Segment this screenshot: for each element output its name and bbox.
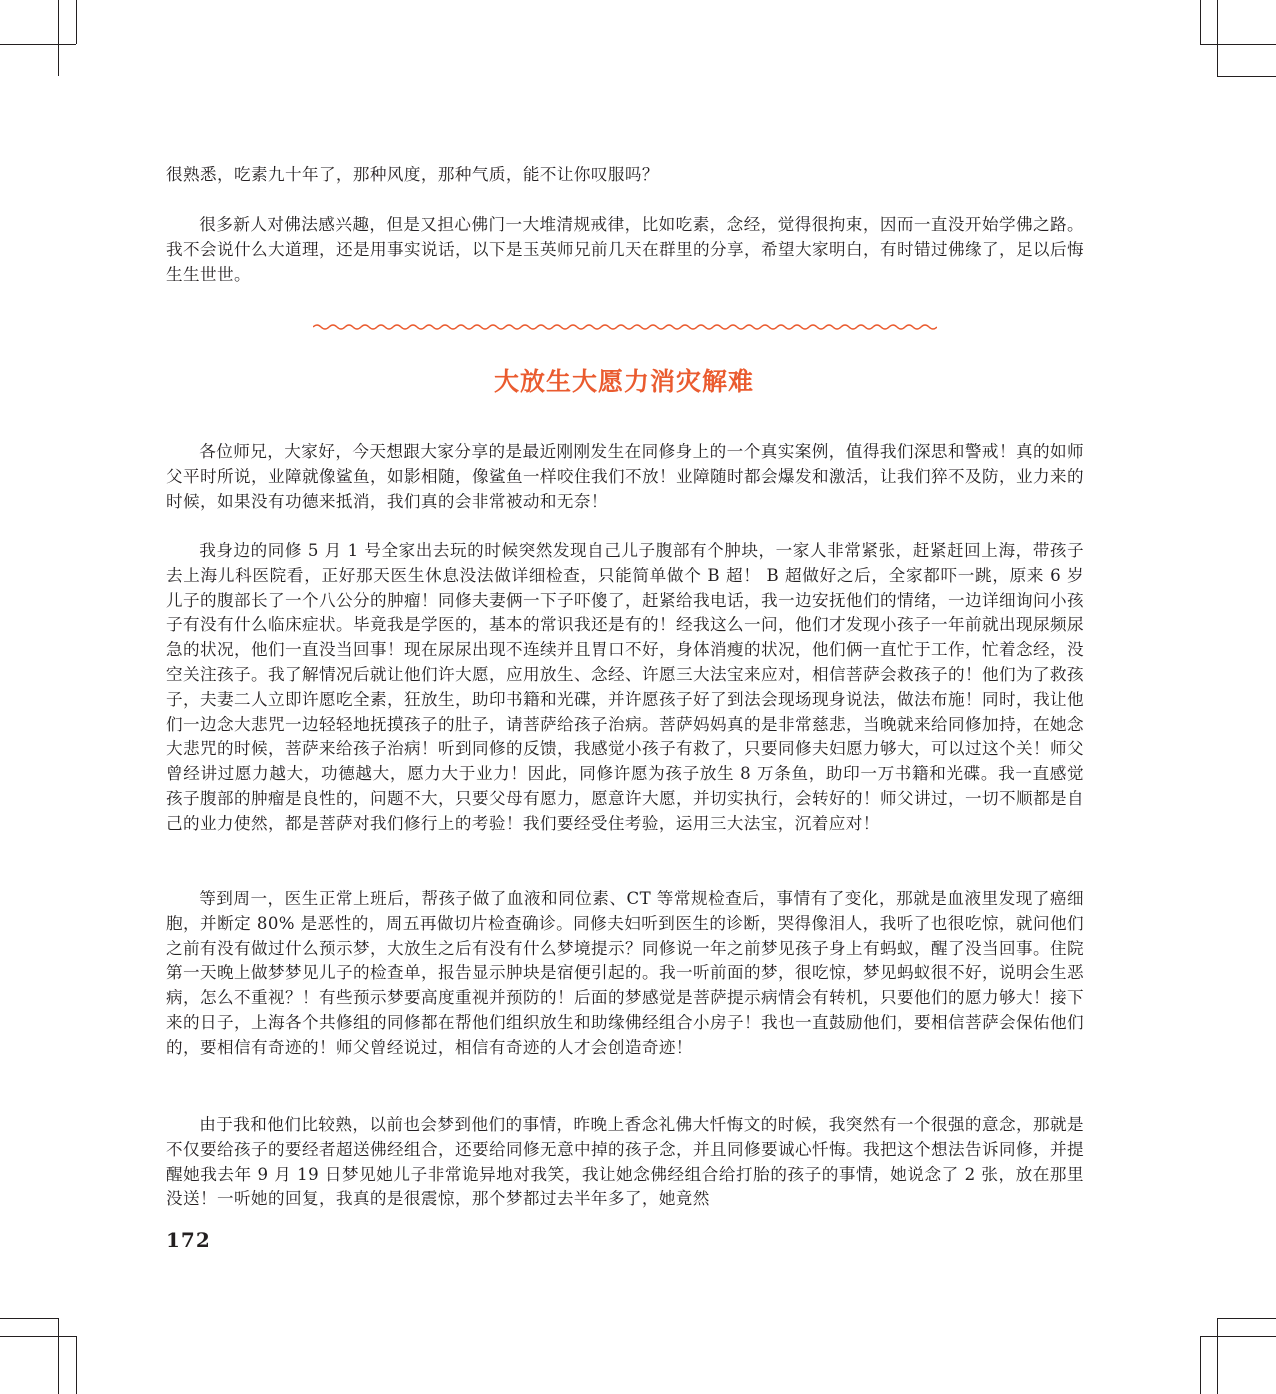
body-paragraph-4: 由于我和他们比较熟，以前也会梦到他们的事情，昨晚上香念礼佛大忏悔文的时候，我突然有一个很强的意念，那就是不仅要给孩子的要经者超送佛经组合，还要给同修无意中掉的孩子念，并且同修要诚心忏悔。我把这个想法告诉同修，并提醒她我去年 9 月 19 日梦见她儿子非常诡异地对我笑，我让她念佛经组合给打胎的孩子的事情，她说念了 2 张，放在那里没送！一听她的回复，我真的是很震惊，那个梦都过去半年多了，她竟然: [166, 1115, 1084, 1209]
body-paragraph-1: 各位师兄，大家好，今天想跟大家分享的是最近刚刚发生在同修身上的一个真实案例，值得我们深思和警戒！真的如师父平时所说，业障就像鲨鱼，如影相随，像鲨鱼一样咬住我们不放！业障随时都会爆发和激活，让我们猝不及防，业力来的时候，如果没有功德来抵消，我们真的会非常被动和无奈！: [166, 442, 1084, 511]
page-number: 172: [166, 1228, 211, 1252]
body-paragraph-3: 等到周一，医生正常上班后，帮孩子做了血液和同位素、CT 等常规检查后，事情有了变化，那就是血液里发现了癌细胞，并断定 80% 是恶性的，周五再做切片检查确诊。同修夫妇听到医生的诊断，哭得像泪人，我听了也很吃惊，就问他们之前有没有做过什么预示梦，大放生之后有没有什么梦境提示？同修说一年之前梦见孩子身上有蚂蚁，醒了没当回事。住院第一天晚上做梦梦见儿子的检查单，报告显示肿块是宿便引起的。我一听前面的梦，很吃惊，梦见蚂蚁很不好，说明会生恶病，怎么不重视？！有些预示梦要高度重视并预防的！后面的梦感觉是菩萨提示病情会有转机，只要他们的愿力够大！接下来的日子，上海各个共修组的同修都在帮他们组织放生和助缘佛经组合小房子！我也一直鼓励他们，要相信菩萨会保佑他们的，要相信有奇迹的！师父曾经说过，相信有奇迹的人才会创造奇迹！: [166, 889, 1084, 1057]
intro-line: 很熟悉，吃素九十年了，那种风度，那种气质，能不让你叹服吗？: [166, 165, 659, 184]
body-paragraph-2: 我身边的同修 5 月 1 号全家出去玩的时候突然发现自己儿子腹部有个肿块，一家人非常紧张，赶紧赶回上海，带孩子去上海儿科医院看，正好那天医生休息没法做详细检查，只能简单做个 B 超！ B 超做好之后，全家都吓一跳，原来 6 岁儿子的腹部长了一个八公分的肿瘤！同修夫妻俩一下子吓傻了，赶紧给我电话，我一边安抚他们的情绪，一边详细询问小孩子有没有什么临床症状。毕竟我是学医的，基本的常识我还是有的！经我这么一问，他们才发现小孩子一年前就出现尿频尿急的状况，他们一直没当回事！现在尿尿出现不连续并且胃口不好，身体消瘦的状况，他们俩一直忙于工作，忙着念经，没空关注孩子。我了解情况后就让他们许大愿，应用放生、念经、许愿三大法宝来应对，相信菩萨会救孩子的！他们为了救孩子，夫妻二人立即许愿吃全素，狂放生，助印书籍和光碟，并许愿孩子好了到法会现场现身说法，做法布施！同时，我让他们一边念大悲咒一边轻轻地抚摸孩子的肚子，请菩萨给孩子治病。菩萨妈妈真的是非常慈悲，当晚就来给同修加持，在她念大悲咒的时候，菩萨来给孩子治病！听到同修的反馈，我感觉小孩子有救了，只要同修夫妇愿力够大，可以过这个关！师父曾经讲过愿力越大，功德越大，愿力大于业力！因此，同修许愿为孩子放生 8 万条鱼，助印一万书籍和光碟。我一直感觉孩子腹部的肿瘤是良性的，问题不大，只要父母有愿力，愿意许大愿，并切实执行，会转好的！师父讲过，一切不顺都是自己的业力使然，都是菩萨对我们修行上的考验！我们要经受住考验，运用三大法宝，沉着应对！: [166, 541, 1084, 833]
intro-paragraph: 很多新人对佛法感兴趣，但是又担心佛门一大堆清规戒律，比如吃素，念经，觉得很拘束，因而一直没开始学佛之路。我不会说什么大道理，还是用事实说话，以下是玉英师兄前几天在群里的分享，希望大家明白，有时错过佛缘了，足以后悔生生世世。: [166, 215, 1084, 284]
section-title: 大放生大愿力消灾解难: [493, 367, 754, 396]
wavy-divider: [313, 319, 937, 335]
